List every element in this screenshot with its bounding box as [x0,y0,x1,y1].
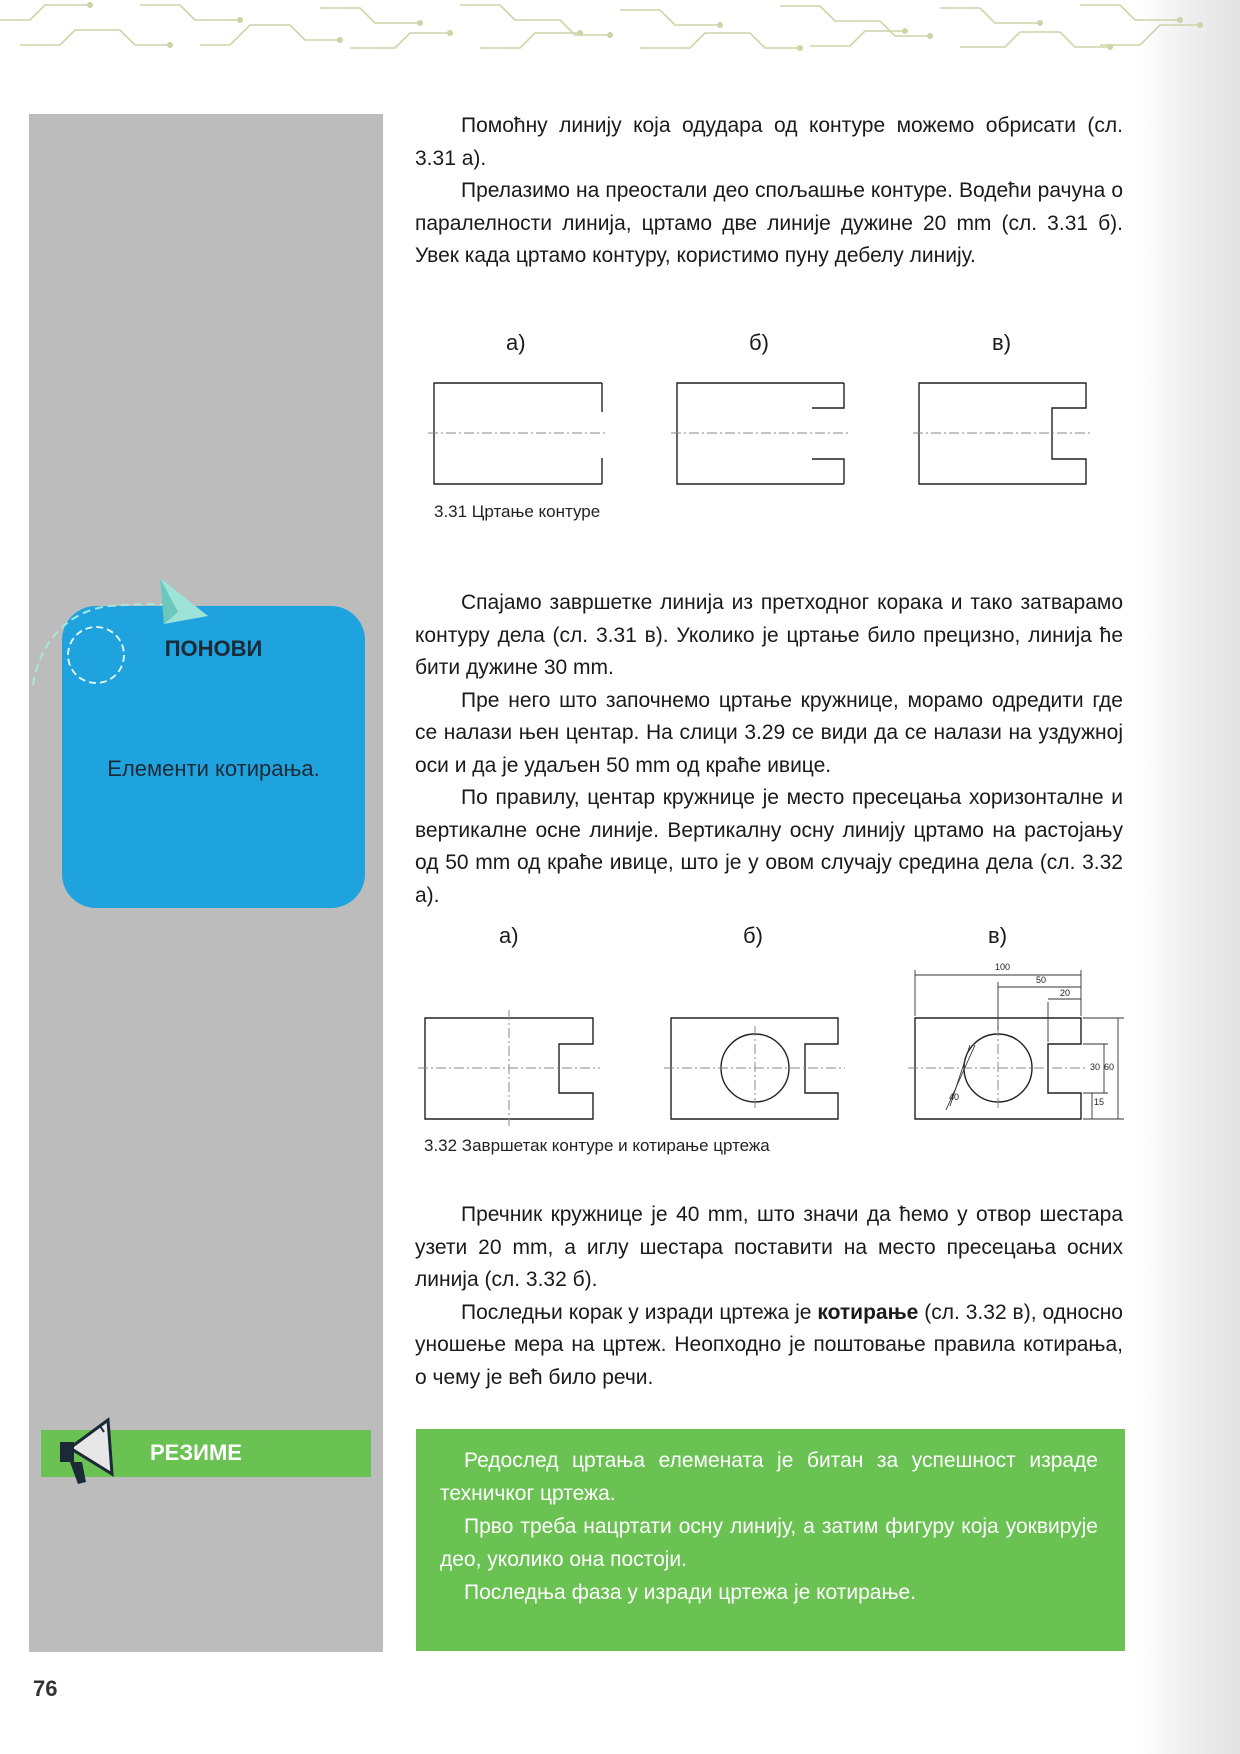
summary-box [416,1429,1125,1651]
dimension-60: 60 [1104,1062,1115,1072]
dimension-30: 30 [1090,1062,1101,1072]
megaphone-icon [0,0,140,1500]
paragraph [415,1297,1123,1395]
summary-content [440,1444,1098,1609]
figure-3-32-label-c: в) [988,923,1008,948]
figure-3-31-caption: 3.31 Цртање контуре [434,502,601,521]
paragraph: Помоћну линију која одудара од контуре можемо обрисати (сл. 3.31 а). [415,114,1123,170]
figure-3-32-caption: 3.32 Завршетак контуре и котирање цртежа [424,1136,770,1155]
paragraph: Пречник кружнице је 40 mm, што значи да ћемо у отвор шестара узети 20 mm, а иглу шестара поставити на место пресецања осних линија (сл. 3.32 б). [415,1203,1123,1291]
dimension-100: 100 [995,962,1011,972]
figure-3-31-label-c: в) [992,330,1012,355]
summary-paragraph: Прво треба нацртати осну линију, а затим фигуру која уоквирује део, уколико она постоји. [440,1515,1098,1571]
dimension-diameter: 40 [949,1092,960,1102]
text-fragment: Последњи корак у изради цртежа је [461,1300,818,1324]
dimension-50: 50 [1036,975,1047,985]
page-number: 76 [33,1676,58,1701]
summary-paragraph: Последња фаза у изради цртежа је котирање. [464,1581,917,1604]
figure-3-31-label-a: а) [506,330,526,355]
figure-3-32-label-a: а) [499,923,519,948]
paragraph: По правилу, центар кружнице је место пресецања хоризонталне и вертикалне осне линије. Вертикалну осну линију цртамо на растојању од 50 mm од краће ивице, што је у овом случају средина дела (сл. 3.32 а). [415,786,1123,907]
dimension-15: 15 [1094,1097,1105,1107]
figure-3-31-label-b: б) [749,330,769,355]
paragraph: Спајамо завршетке линија из претходног корака и тако затварамо контуру дела (сл. 3.31 в). Уколико је цртање било прецизно, линија ће бити дужине 30 mm. [415,591,1123,679]
paragraph: Пре него што започнемо цртање кружнице, морамо одредити где се налази њен центар. На слици 3.29 се види да се налази на уздужној оси и да је удаљен 50 mm од краће ивице. [415,688,1123,777]
bold-term: котирање [817,1300,919,1324]
repeat-text: Елементи котирања. [107,756,320,781]
summary-paragraph: Редослед цртања елемената је битан за успешност израде техничког цртежа. [440,1449,1098,1505]
repeat-title: ПОНОВИ [164,636,263,661]
text-fragment: (сл. 3.32 в), односно уношење мера на цртеж. Неопходно је поштовање правила котирања, о чему је већ било речи. [415,1300,1123,1389]
figure-3-32-label-b: б) [743,923,763,948]
closing-text [415,1199,1123,1394]
summary-label: РЕЗИМЕ [150,1440,242,1465]
dimension-20: 20 [1060,988,1071,998]
paragraph: Прелазимо на преостали део спољашње контуре. Водећи рачуна о паралелности линија, цртамо две линије дужине 20 mm (сл. 3.31 б). Увек када цртамо контуру, користимо пуну дебелу линију. [415,179,1123,267]
